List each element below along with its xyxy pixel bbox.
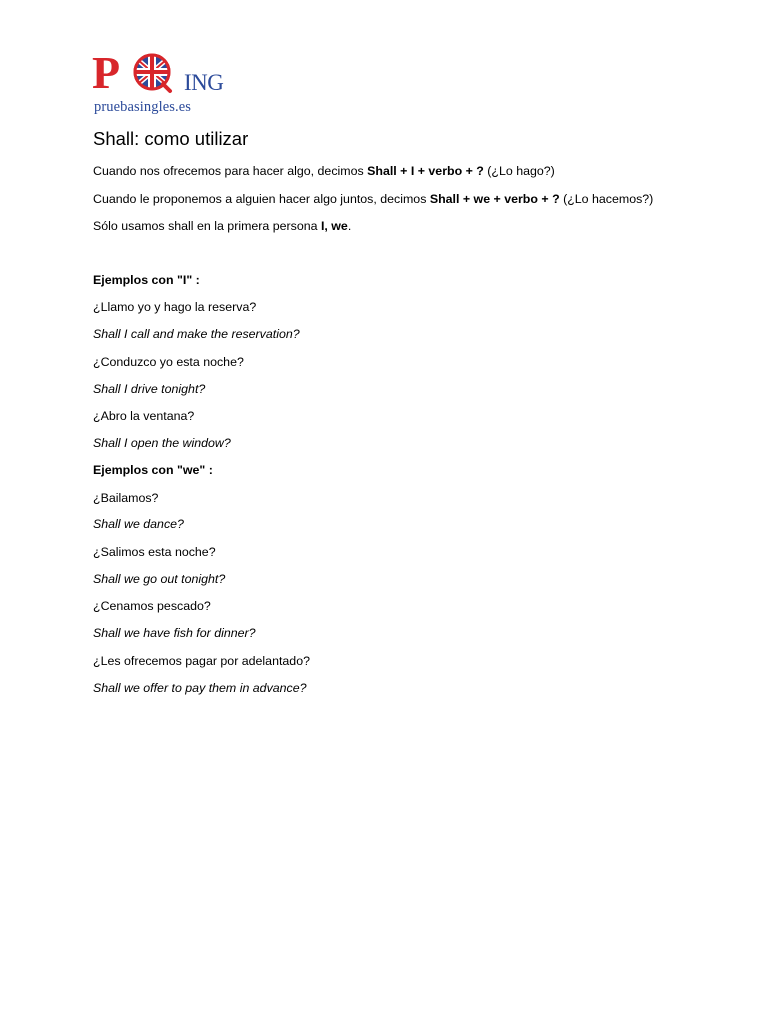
logo-text-ing: ING: [184, 70, 224, 95]
example-spanish: ¿Les ofrecemos pagar por adelantado?: [93, 654, 310, 668]
intro-line: [93, 163, 555, 179]
example-spanish: ¿Bailamos?: [93, 491, 159, 505]
intro-formula: I, we: [320, 219, 348, 233]
example-english: Shall we go out tonight?: [93, 572, 226, 586]
intro-text: Cuando le proponemos a alguien hacer algo juntos, decimos: [93, 192, 430, 206]
logo-site-text: pruebasingles.es: [94, 99, 192, 115]
intro-formula: Shall + I + verbo + ?: [367, 164, 484, 178]
globe-flag-icon: [135, 55, 170, 91]
intro-gloss: (¿Lo hago?): [483, 164, 555, 178]
intro-text: Cuando nos ofrecemos para hacer algo, decimos: [93, 164, 368, 178]
example-english: Shall we have fish for dinner?: [93, 626, 256, 640]
page-title: Shall: como utilizar: [93, 128, 249, 149]
example-english: Shall we offer to pay them in advance?: [93, 681, 307, 695]
example-spanish: ¿Abro la ventana?: [93, 409, 195, 423]
example-spanish: ¿Cenamos pescado?: [93, 599, 211, 613]
section-heading-text: Ejemplos con "we" :: [93, 463, 213, 477]
example-english: Shall I drive tonight?: [93, 382, 206, 396]
pruebasingles-logo: [90, 44, 230, 118]
intro-gloss: .: [347, 219, 352, 233]
intro-gloss: (¿Lo hacemos?): [559, 192, 654, 206]
intro-text: Sólo usamos shall en la primera persona: [93, 219, 321, 233]
section-heading-i: [93, 272, 200, 288]
example-english: Shall I call and make the reservation?: [93, 327, 300, 341]
section-heading-text: Ejemplos con "I" :: [93, 273, 200, 287]
example-spanish: ¿Conduzco yo esta noche?: [93, 355, 244, 369]
logo-letter-p: P: [92, 47, 121, 98]
example-spanish: ¿Salimos esta noche?: [93, 545, 216, 559]
example-spanish: ¿Llamo yo y hago la reserva?: [93, 300, 257, 314]
intro-line: [93, 191, 653, 207]
example-english: Shall we dance?: [93, 517, 184, 531]
section-heading-we: [93, 462, 213, 478]
intro-formula: Shall + we + verbo + ?: [429, 192, 560, 206]
example-english: Shall I open the window?: [93, 436, 231, 450]
intro-line: [93, 218, 351, 234]
